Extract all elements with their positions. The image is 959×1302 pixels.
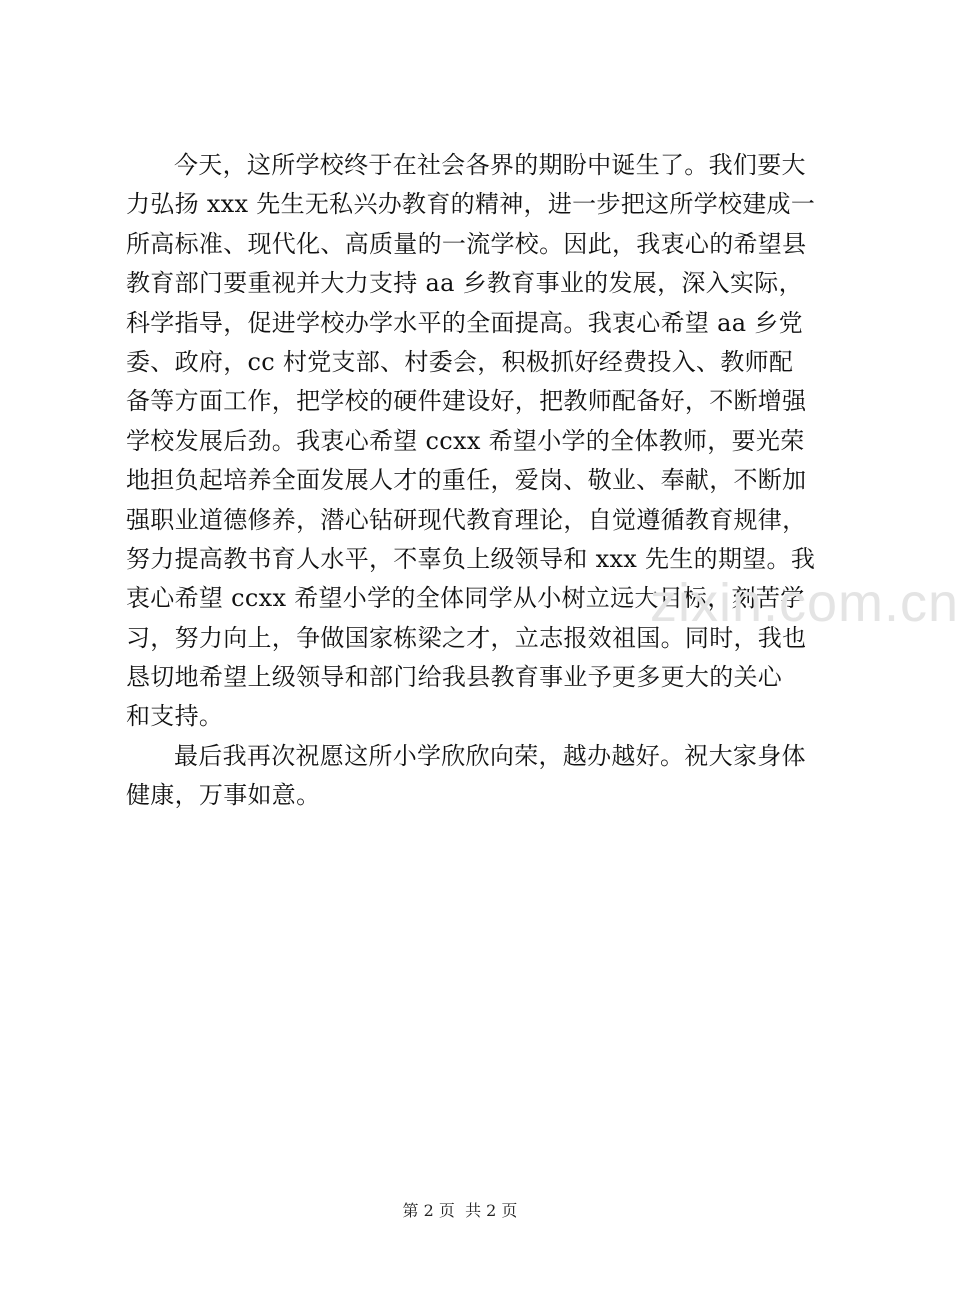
text-line: 所高标准、现代化、高质量的一流学校。因此，我衷心的希望县 [126, 229, 807, 258]
text-line: 健康，万事如意。 [126, 781, 321, 810]
text-line: 委、政府，cc 村党支部、村委会，积极抓好经费投入、教师配 [126, 347, 794, 376]
text-line: 衷心希望 ccxx 希望小学的全体同学从小树立远大目标，刻苦学 [126, 584, 805, 613]
text-line: 和支持。 [126, 702, 224, 731]
text-line: 备等方面工作，把学校的硬件建设好，把教师配备好，不断增强 [126, 387, 807, 416]
text-line: 教育部门要重视并大力支持 aa 乡教育事业的发展，深入实际， [126, 269, 803, 298]
page-footer: 第 2 页 共 2 页 [402, 1201, 518, 1220]
text-line: 强职业道德修养，潜心钻研现代教育理论，自觉遵循教育规律， [126, 505, 807, 534]
text-line: 今天，这所学校终于在社会各界的期盼中诞生了。我们要大 [174, 151, 806, 179]
text-line: 恳切地希望上级领导和部门给我县教育事业予更多更大的关心 [126, 663, 783, 692]
body-text [126, 146, 826, 816]
text-line: 科学指导，促进学校办学水平的全面提高。我衷心希望 aa 乡党 [126, 308, 803, 337]
text-line: 最后我再次祝愿这所小学欣欣向荣，越办越好。祝大家身体 [174, 741, 806, 770]
text-line: 地担负起培养全面发展人才的重任，爱岗、敬业、奉献，不断加 [126, 466, 807, 495]
text-line: 学校发展后劲。我衷心希望 ccxx 希望小学的全体教师，要光荣 [126, 426, 805, 455]
text-line: 习，努力向上，争做国家栋梁之才，立志报效祖国。同时，我也 [126, 623, 807, 652]
watermark: zixin.com.cn [650, 573, 959, 633]
text-line: 努力提高教书育人水平，不辜负上级领导和 xxx 先生的期望。我 [126, 544, 816, 573]
text-line: 力弘扬 xxx 先生无私兴办教育的精神，进一步把这所学校建成一 [126, 190, 816, 219]
